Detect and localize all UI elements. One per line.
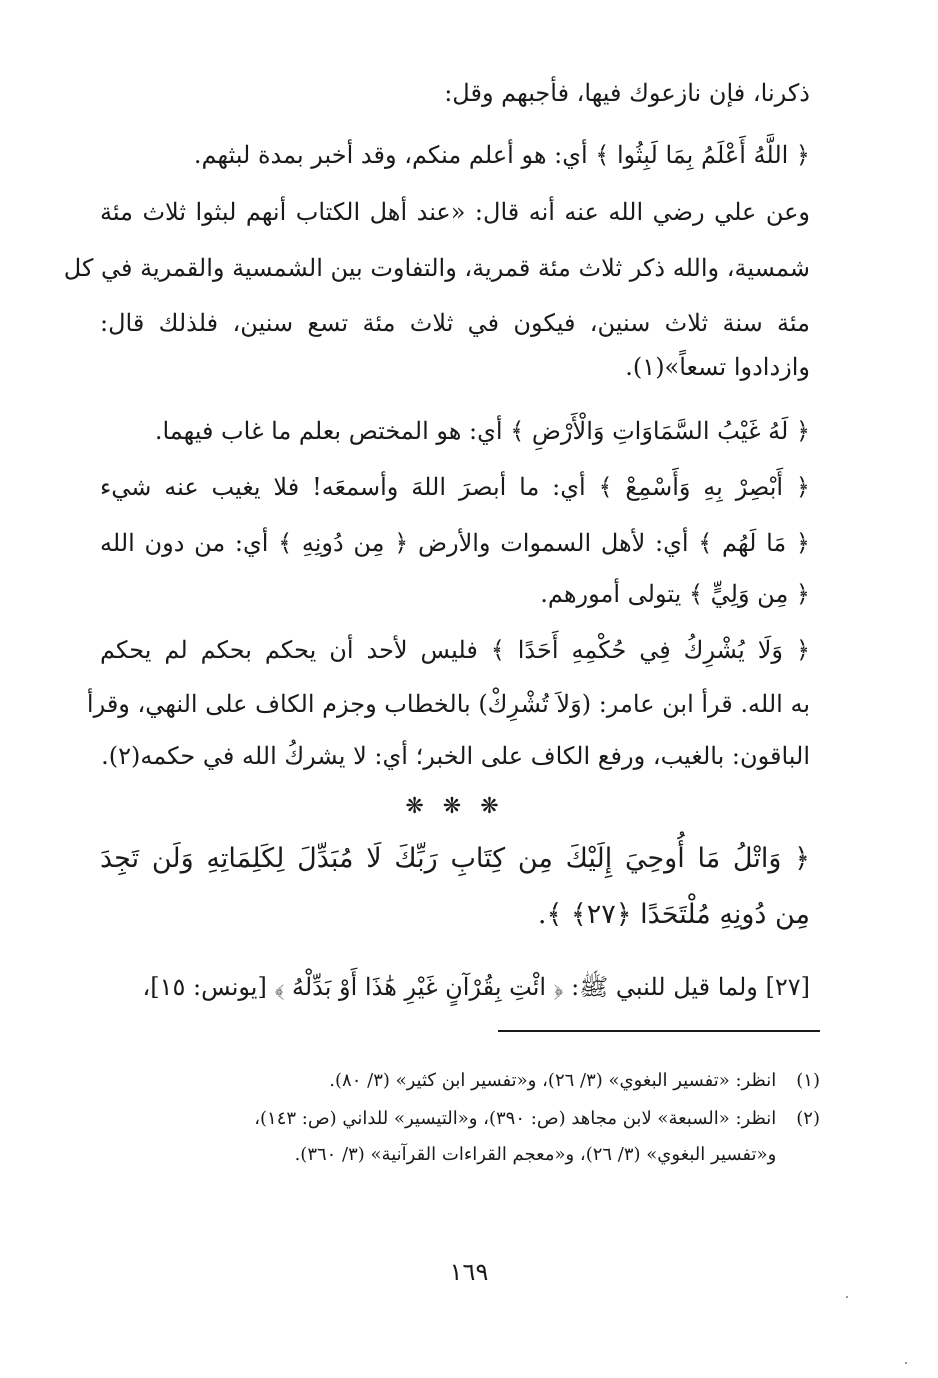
footnote-text: و«تفسير البغوي» (٣/ ٢٦)، و«معجم القراءات القرآنية» (٣/ ٣٦٠).: [294, 1144, 777, 1165]
text-line: به الله. قرأ ابن عامر: (وَلاَ تُشْرِكْ) بالخطاب وجزم الكاف على النهي، وقرأ: [86, 690, 810, 718]
text-line: الباقون: بالغيب، ورفع الكاف على الخبر؛ أي: لا يشركُ الله في حكمه(٢).: [101, 742, 810, 770]
text-line: وعن علي رضي الله عنه أنه قال: «عند أهل الكتاب أنهم لبثوا ثلاث مئة: [100, 198, 811, 226]
text-line: ذكرنا، فإن نازعوك فيها، فأجبهم وقل:: [444, 79, 810, 107]
tafsir-line: [٢٧] ولما قيل للنبي ﷺ: ﴿ ائْتِ بِقُرْآنٍ غَيْرِ هَٰذَا أَوْ بَدِّلْهُ ﴾ [يونس: ١٥]،: [142, 973, 810, 1001]
footnote-text: انظر: «تفسير البغوي» (٣/ ٢٦)، و«تفسير ابن كثير» (٣/ ٨٠).: [329, 1070, 777, 1091]
quran-verse-line: ﴿ وَاتْلُ مَا أُوحِيَ إِلَيْكَ مِن كِتَابِ رَبِّكَ لَا مُبَدِّلَ لِكَلِمَاتِهِ وَلَن تَجِدَ: [100, 843, 810, 874]
text-line: ﴿ اللَّهُ أَعْلَمُ بِمَا لَبِثُوا ﴾ أي: هو أعلم منكم، وقد أخبر بمدة لبثهم.: [193, 141, 810, 169]
footnote: [100, 1104, 820, 1134]
text-line: ﴿ مِن وَلِيٍّ ﴾ يتولى أمورهم.: [540, 580, 810, 608]
scan-speck: [846, 1296, 848, 1298]
text-line: ﴿ أَبْصِرْ بِهِ وَأَسْمِعْ ﴾ أي: ما أبصرَ اللهَ وأسمعَه! فلا يغيب عنه شيء: [100, 473, 810, 501]
text-line: ﴿ مَا لَهُم ﴾ أي: لأهل السموات والأرض ﴿ مِن دُونِهِ ﴾ أي: من دون الله: [100, 529, 810, 557]
footnote: [100, 1140, 820, 1170]
footnote-divider: [498, 1030, 820, 1032]
text-line: مئة سنة ثلاث سنين، فيكون في ثلاث مئة تسع سنين، فلذلك قال:: [100, 309, 810, 337]
quran-verse-line: مِن دُونِهِ مُلْتَحَدًا ﴿٢٧﴾ ﴾.: [537, 899, 810, 930]
text-line: شمسية، والله ذكر ثلاث مئة قمرية، والتفاوت بين الشمسية والقمرية في كل: [63, 254, 810, 282]
footnote: [100, 1066, 820, 1096]
text-line: وازدادوا تسعاً»(١).: [625, 353, 810, 381]
section-separator: ❋ ❋ ❋: [405, 794, 505, 819]
footnote-text: انظر: «السبعة» لابن مجاهد (ص: ٣٩٠)، و«التيسير» للداني (ص: ١٤٣)،: [254, 1108, 777, 1129]
page-number: ١٦٩: [449, 1258, 489, 1286]
footnote-number: (١): [796, 1070, 820, 1091]
footnote-number: (٢): [796, 1108, 820, 1129]
scan-speck: [905, 1362, 907, 1364]
text-line: ﴿ وَلَا يُشْرِكُ فِي حُكْمِهِ أَحَدًا ﴾ فليس لأحد أن يحكم بحكم لم يحكم: [100, 636, 811, 664]
text-line: ﴿ لَهُ غَيْبُ السَّمَاوَاتِ وَالْأَرْضِ ﴾ أي: هو المختص بعلم ما غاب فيهما.: [154, 417, 810, 445]
